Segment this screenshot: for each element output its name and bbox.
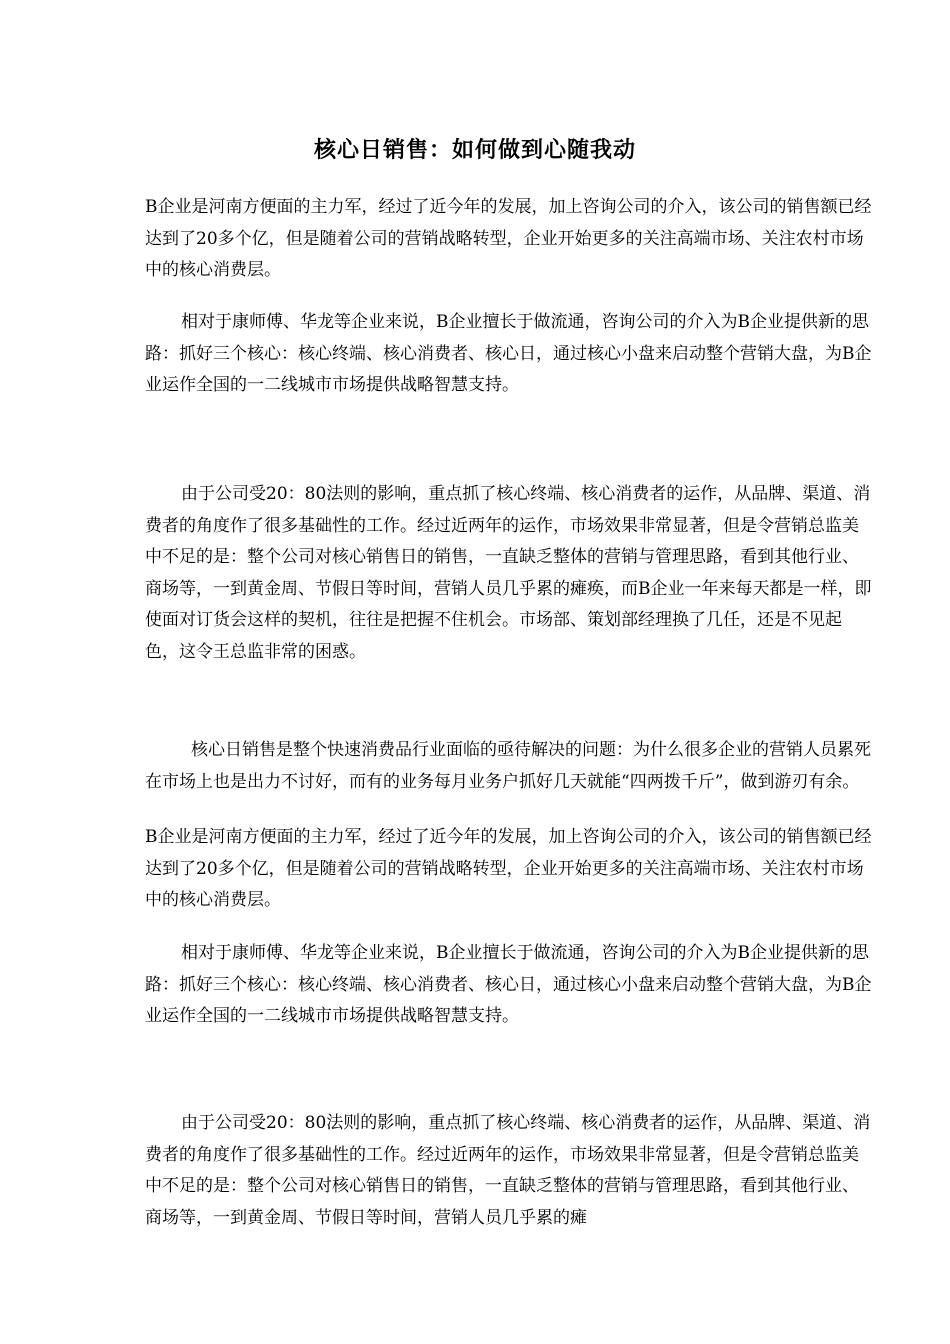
- paragraph-3: 由于公司受20：80法则的影响，重点抓了核心终端、核心消费者的运作，从品牌、渠道、消费者的角度作了很多基础性的工作。经过近两年的运作，市场效果非常显著，但是令营销总监美中不足的是：整个公司对核心销售日的销售，一直缺乏整体的营销与管理思路，看到其他行业、商场等，一到黄金周、节假日等时间，营销人员几乎累的瘫痪，而B企业一年来每天都是一样，即使面对订货会这样的契机，往往是把握不住机会。市场部、策划部经理换了几任，还是不见起色，这令王总监非常的困惑。: [145, 484, 872, 662]
- paragraph-4: 核心日销售是整个快速消费品行业面临的亟待解决的问题：为什么很多企业的营销人员累死在市场上也是出力不讨好，而有的业务每月业务户抓好几天就能“四两拨千斤”，做到游刃有余。: [145, 740, 871, 792]
- paragraph-7: 由于公司受20：80法则的影响，重点抓了核心终端、核心消费者的运作，从品牌、渠道、消费者的角度作了很多基础性的工作。经过近两年的运作，市场效果非常显著，但是令营销总监美中不足的是：整个公司对核心销售日的销售，一直缺乏整体的营销与管理思路，看到其他行业、商场等，一到黄金周、节假日等时间，营销人员几乎累的瘫: [145, 1113, 871, 1228]
- document-title: 核心日销售：如何做到心随我动: [313, 136, 636, 163]
- paragraph-2: 相对于康师傅、华龙等企业来说，B企业擅长于做流通，咨询公司的介入为B企业提供新的思路：抓好三个核心：核心终端、核心消费者、核心日，通过核心小盘来启动整个营销大盘，为B企业运作全国的一二线城市市场提供战略智慧支持。: [145, 312, 872, 395]
- paragraph-5: B企业是河南方便面的主力军，经过了近今年的发展，加上咨询公司的介入，该公司的销售额已经达到了20多个亿，但是随着公司的营销战略转型，企业开始更多的关注高端市场、关注农村市场中的核心消费层。: [145, 827, 872, 910]
- paragraph-1: B企业是河南方便面的主力军，经过了近今年的发展，加上咨询公司的介入，该公司的销售额已经达到了20多个亿，但是随着公司的营销战略转型，企业开始更多的关注高端市场、关注农村市场中的核心消费层。: [145, 197, 872, 280]
- paragraph-6: 相对于康师傅、华龙等企业来说，B企业擅长于做流通，咨询公司的介入为B企业提供新的思路：抓好三个核心：核心终端、核心消费者、核心日，通过核心小盘来启动整个营销大盘，为B企业运作全国的一二线城市市场提供战略智慧支持。: [145, 943, 872, 1026]
